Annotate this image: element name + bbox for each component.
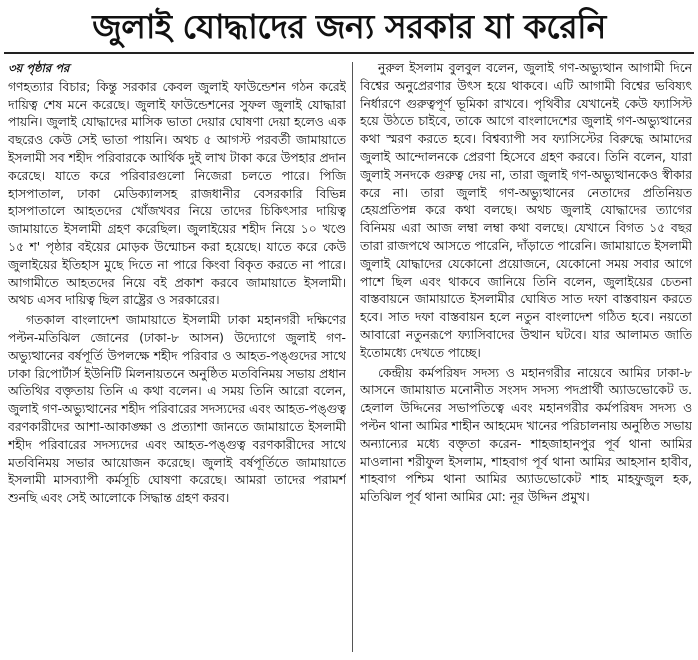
- article-paragraph: গণহত্যার বিচার; কিন্তু সরকার কেবল জুলাই ফাউন্ডেশন গঠন করেই দায়িত্ব শেষ মনে করেছে। জুলাই ফাউন্ডেশনের সুফল জুলাই যোদ্ধারা পায়নি। জুলাই যোদ্ধাদের মাসিক ভাতা দেয়ার ঘোষণা দেয়া হলেও এক বছরেও কেউ সেই ভাতা পায়নি। অথচ ৫ আগস্ট পরবর্তী জামায়াতে ইসলামী সব শহীদ পরিবারকে আর্থিক দুই লাখ টাকা করে উপহার প্রদান করেছে। যাতে করে পরিবারগুলো নিজেরা চলতে পারে। পিজি হাসপাতাল, ঢাকা মেডিক্যালসহ রাজধানীর বেসরকারি বিভিন্ন হাসপাতালে আহতদের খোঁজখবর নিয়ে তাদের চিকিৎসার দায়িত্ব জামায়াতে ইসলামী গ্রহণ করেছিল। জুলাইয়ের শহীদ নিয়ে ১০ খণ্ডে ১৫ শ' পৃষ্ঠার বইয়ের মোড়ক উন্মোচন করা হয়েছে। যাতে করে কেউ জুলাইয়ের ইতিহাস মুছে দিতে না পারে কিংবা বিকৃত করতে না পারে। আগামীতে আহতদের নিয়ে বই প্রকাশ করবে জামায়াতে ইসলামী। অথচ এসব দায়িত্ব ছিল রাষ্ট্রের ও সরকারের।: [8, 79, 346, 308]
- column-divider: [352, 62, 353, 652]
- article-paragraph: নুরুল ইসলাম বুলবুল বলেন, জুলাই গণ-অভ্যুত্থান আগামী দিনে বিশ্বের অনুপ্রেরণার উৎস হয়ে থাকবে। এটি আগামী বিশ্বের ভবিষ্যৎ নির্ধারণে গুরুত্বপূর্ণ ভূমিকা রাখবে। পৃথিবীর যেখানেই কেউ ফ্যাসিস্ট হয়ে উঠতে চাইবে, তাকে আগে বাংলাদেশের জুলাই গণ-অভ্যুত্থানের কথা স্মরণ করতে হবে। বিশ্বব্যাপী সব ফ্যাসিস্টের বিরুদ্ধে আমাদের জুলাই আন্দোলনকে প্রেরণা হিসেবে গ্রহণ করবে। তিনি বলেন, যারা জুলাই সনদকে গুরুত্ব দেয় না, তারা জুলাই গণ-অভ্যুত্থানকেও স্বীকার করে না। তারা জুলাই গণ-অভ্যুত্থানের নেতাদের প্রতিনিয়ত হেয়প্রতিপন্ন করে কথা বলছে। অথচ জুলাই যোদ্ধাদের ত্যাগের বিনিময় এরা আজ লম্বা লম্বা কথা বলছে। যেখানে বিগত ১৫ বছর তারা রাজপথে আসতে পারেনি, দাঁড়াতে পারেনি। জামায়াতে ইসলামী জুলাই যোদ্ধাদের যেকোনো প্রয়োজনে, যেকোনো সময় সবার আগে পাশে ছিল এবং থাকবে জানিয়ে তিনি বলেন, জুলাইয়ের চেতনা বাস্তবায়নে জামায়াতে ইসলামীর ঘোষিত সাত দফা বাস্তবায়ন করতে হবে। সাত দফা বাস্তবায়ন হলে নতুন বাংলাদেশ গঠিত হবে। নয়তো আবারো নতুনরূপে ফ্যাসিবাদের উত্থান ঘটবে। যার আলামত জাতি ইতোমধ্যে দেখতে পাচ্ছে।: [360, 61, 692, 360]
- article-paragraph: গতকাল বাংলাদেশ জামায়াতে ইসলামী ঢাকা মহানগরী দক্ষিণের পল্টন-মতিঝিল জোনের (ঢাকা-৮ আসন) উদ্যোগে জুলাই গণ-অভ্যুত্থানের বর্ষপূর্তি উপলক্ষে শহীদ পরিবার ও আহত-পঙ্গুদের সাথে ঢাকা রিপোর্টার্স ইউনিটি মিলনায়তনে অনুষ্ঠিত মতবিনিময় সভায় প্রধান অতিথির বক্তৃতায় তিনি এ কথা বলেন। এ সময় তিনি আরো বলেন, জুলাই গণ-অভ্যুত্থানের শহীদ পরিবারের সদস্যদের এবং আহত-পঙ্গুত্ব বরণকারীদের আশা-আকাঙ্ক্ষা ও প্রত্যাশা জানতে জামায়াতে ইসলামী শহীদ পরিবারের সদস্যদের এবং আহত-পঙ্গুত্ব বরণকারীদের সাথে মতবিনিময় সভার আয়োজন করেছে। জুলাই বর্ষপূর্তিতে জামায়াতে ইসলামী মাসব্যাপী কর্মসূচি ঘোষণা করেছে। আমরা তাদের পরামর্শ শুনছি এবং সেই আলোকে সিদ্ধান্ত গ্রহণ করব।: [8, 313, 346, 506]
- continued-from-label: ৩য় পৃষ্ঠার পর: [8, 61, 70, 75]
- headline: জুলাই যোদ্ধাদের জন্য সরকার যা করেনি: [92, 7, 606, 46]
- headline-rule: [4, 52, 694, 54]
- article-paragraph: কেন্দ্রীয় কর্মপরিষদ সদস্য ও মহানগরীর নায়েবে আমির ঢাকা-৮ আসনে জামায়াত মনোনীত সংসদ সদস্য পদপ্রার্থী অ্যাডভোকেট ড. হেলাল উদ্দিনের সভাপতিত্বে এবং মহানগরীর কর্মপরিষদ সদস্য ও পল্টন থানা আমির শাহীন আহমেদ খানের পরিচালনায় অনুষ্ঠিত সভায় অন্যান্যের মধ্যে বক্তৃতা করেন- শাহজাহানপুর পূর্ব থানা আমির মাওলানা শরীফুল ইসলাম, শাহবাগ পূর্ব থানা আমির আহসান হাবীব, শাহবাগ পশ্চিম থানা আমির অ্যাডভোকেট শাহ মাহফুজুল হক, মতিঝিল পূর্ব থানা আমির মো: নূর উদ্দিন প্রমুখ।: [360, 365, 692, 505]
- left-column: [8, 60, 346, 656]
- right-column: [360, 60, 692, 656]
